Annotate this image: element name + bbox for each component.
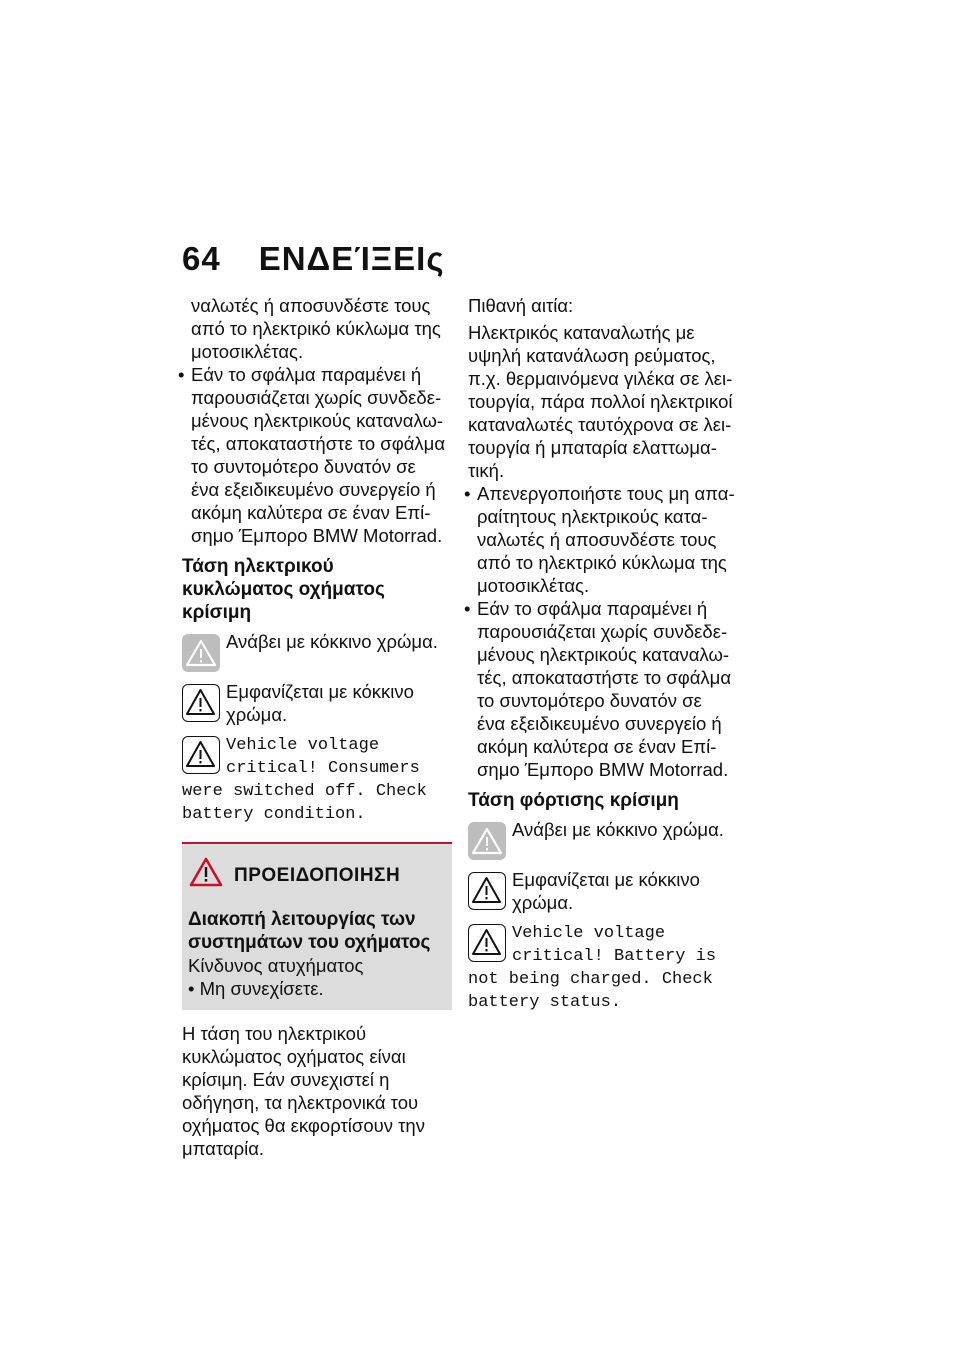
display-message: Vehicle voltage critical! Battery is not being charged. Check battery status. <box>468 924 717 1012</box>
display-message: Vehicle voltage critical! Consumers were switched off. Check battery condition. <box>182 736 427 824</box>
section-heading-vehicle-voltage: Τάση ηλεκτρικού κυκλώματος οχήματος κρίσιμη <box>182 556 385 623</box>
warning-box <box>182 842 452 1010</box>
warning-triangle-red-icon <box>188 856 224 894</box>
warning-risk: Κίνδυνος ατυχήματος <box>188 955 364 976</box>
warning-label: ΠΡΟΕΙΔΟΠΟΙΗΣΗ <box>234 864 401 886</box>
page-number: 64 <box>182 240 221 277</box>
bullet-item: • Εάν το σφάλμα παραμένει ή παρουσιάζεται χωρίς συνδεδε- μένους ηλεκτρικούς καταναλω- τές, αποκαταστήστε το σφάλμα το συντομότερο δυνατόν σε ένα εξειδικευμένο συνεργείο ή ακόμη καλύτερα σε έναν Επί- σημο Έμπορο BMW Motorrad. <box>468 597 743 781</box>
page-title: ΕΝΔΕΊΞΕΙς <box>258 240 445 277</box>
display-row: Εμφανίζεται με κόκκινο χρώμα. <box>468 868 743 914</box>
cause-text: Ηλεκτρικός καταναλωτής με υψηλή κατανάλωση ρεύματος, π.χ. θερμαινόμενα γιλέκα σε λει- τουργία, πάρα πολλοί ηλεκτρικοί καταναλωτές ταυτόχρονα σε λει- τουργία ή μπαταρία ελαττωμα- τική. <box>468 322 733 481</box>
display-row: Εμφανίζεται με κόκκινο χρώμα. <box>182 680 452 726</box>
bullet-item: • Εάν το σφάλμα παραμένει ή παρουσιάζεται χωρίς συνδεδε- μένους ηλεκτρικούς καταναλω- τές, αποκαταστήστε το σφάλμα το συντομότερο δυνατόν σε ένα εξειδικευμένο συνεργείο ή ακόμη καλύτερα σε έναν Επί- σημο Έμπορο BMW Motorrad. <box>182 363 452 547</box>
warning-triangle-filled-icon <box>182 634 220 672</box>
warning-triangle-outline-icon <box>182 736 220 774</box>
left-column <box>182 294 452 1160</box>
explanation-paragraph: Η τάση του ηλεκτρικού κυκλώματος οχήματος είναι κρίσιμη. Εάν συνεχιστεί η οδήγηση, τα ηλεκτρονικά του οχήματος θα εκφορτίσουν την μπαταρία. <box>182 1023 425 1159</box>
right-column <box>468 294 743 1020</box>
warning-action: • Μη συνεχίσετε. <box>188 978 324 999</box>
bullet-item: • Απενεργοποιήστε τους μη απα- ραίτητους ηλεκτρικούς κατα- ναλωτές ή αποσυνδέστε τους από το ηλεκτρικό κύκλωμα της μοτοσικλέτας. <box>468 482 743 597</box>
indicator-row: Ανάβει με κόκκινο χρώμα. <box>182 630 452 672</box>
indicator-row: Ανάβει με κόκκινο χρώμα. <box>468 818 743 860</box>
section-heading-charging-voltage: Τάση φόρτισης κρίσιμη <box>468 790 679 811</box>
warning-triangle-outline-icon <box>468 872 506 910</box>
page-header <box>182 240 445 278</box>
warning-triangle-filled-icon <box>468 822 506 860</box>
warning-triangle-outline-icon <box>182 684 220 722</box>
cause-label: Πιθανή αιτία: <box>468 295 574 316</box>
continued-paragraph: ναλωτές ή αποσυνδέστε τους από το ηλεκτρικό κύκλωμα της μοτοσικλέτας. <box>191 295 441 362</box>
warning-triangle-outline-icon <box>468 924 506 962</box>
warning-heading: Διακοπή λειτουργίας των συστημάτων του οχήματος <box>188 909 431 953</box>
